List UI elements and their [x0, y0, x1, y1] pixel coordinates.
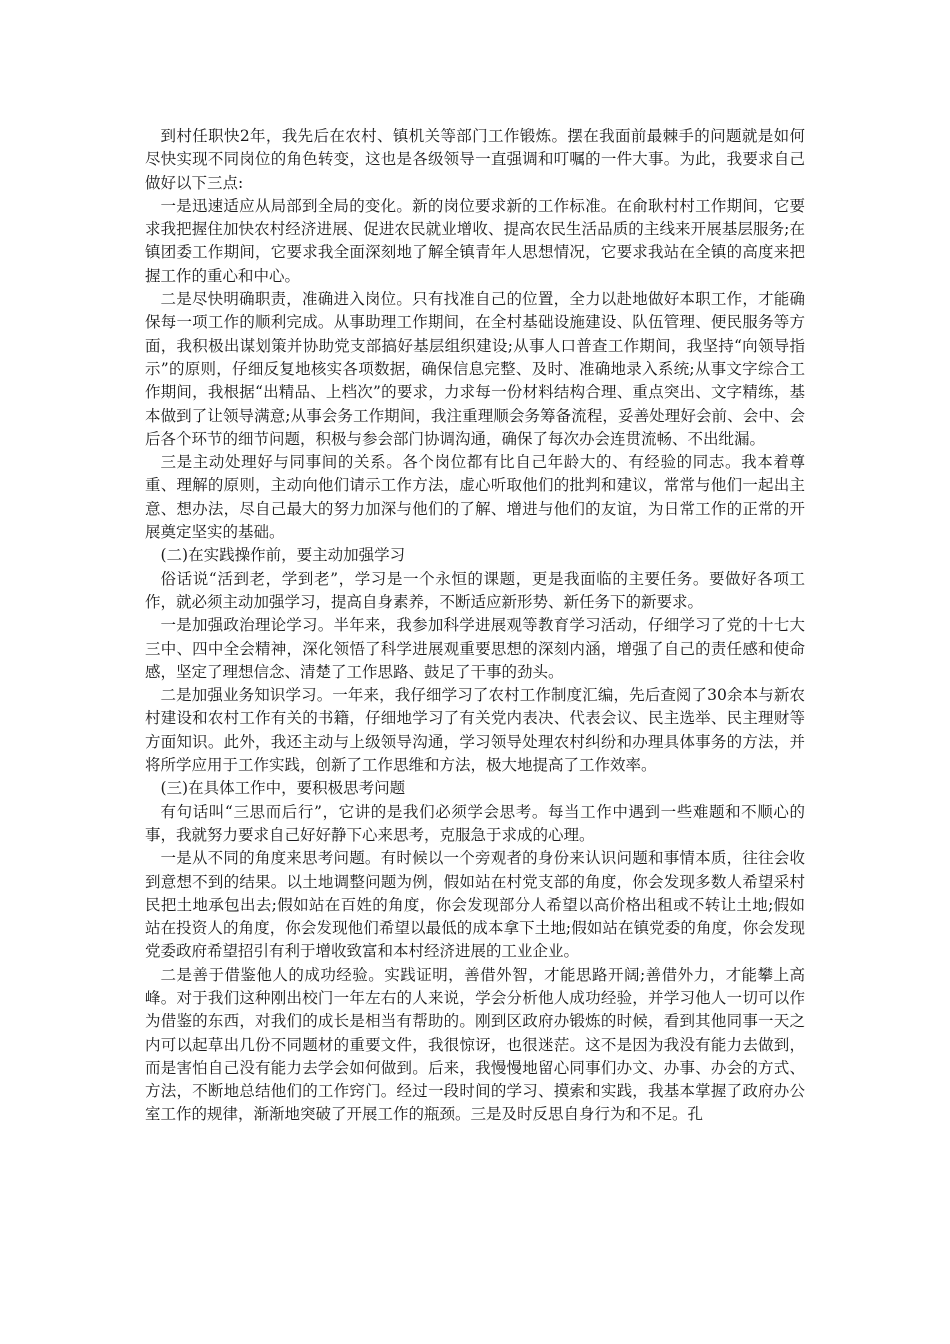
paragraph-thinking-intro: 有句话叫“三思而后行”，它讲的是我们必须学会思考。每当工作中遇到一些难题和不顺心的事，我就努力要求自己好好静下心来思考，克服急于求成的心理。 — [145, 802, 805, 844]
paragraph-business-knowledge: 二是加强业务知识学习。一年来，我仔细学习了农村工作制度汇编，先后查阅了30余本与新农村建设和农村工作有关的书籍，仔细地学习了有关党内表决、代表会议、民主选举、民主理财等方面知识。此外，我还主动与上级领导沟通，学习领导处理农村纠纷和办理具体事务的方法，并将所学应用于工作实践，创新了工作思维和方法，极大地提高了工作效率。 — [145, 686, 805, 775]
document-body — [145, 125, 805, 1127]
paragraph-point-1-adapt: 一是迅速适应从局部到全局的变化。新的岗位要求新的工作标准。在俞耿村村工作期间，它要求我把握住加快农村经济进展、促进农民就业增收、提高农民生活品质的主线来开展基层服务;在镇团委工作期间，它要求我全面深刻地了解全镇青年人思想情况，它要求我站在全镇的高度来把握工作的重心和中心。 — [145, 196, 805, 285]
paragraph-different-angles: 一是从不同的角度来思考问题。有时候以一个旁观者的身份来认识问题和事情本质，往往会收到意想不到的结果。以土地调整问题为例，假如站在村党支部的角度，你会发现多数人希望采村民把土地承包出去;假如站在百姓的角度，你会发现部分人希望以高价格出租或不转让土地;假如站在投资人的角度，你会发现他们希望以最低的成本拿下土地;假如站在镇党委的角度，你会发现党委政府希望招引有利于增收致富和本村经济进展的工业企业。 — [145, 849, 805, 961]
section-heading-2: (二)在实践操作前，要主动加强学习 — [160, 546, 406, 565]
paragraph-point-2-duties: 二是尽快明确职责，准确进入岗位。只有找准自己的位置，全力以赴地做好本职工作，才能确保每一项工作的顺利完成。从事助理工作期间，在全村基础设施建设、队伍管理、便民服务等方面，我积极出谋划策并协助党支部搞好基层组织建设;从事人口普查工作期间，我坚持“向领导指示”的原则，仔细反复地核实各项数据，确保信息完整、及时、准确地录入系统;从事文字综合工作期间，我根据“出精品、上档次”的要求，力求每一份材料结构合理、重点突出、文字精练，基本做到了让领导满意;从事会务工作期间，我注重理顺会务筹备流程，妥善处理好会前、会中、会后各个环节的细节问题，积极与参会部门协调沟通，确保了每次办会连贯流畅、不出纰漏。 — [145, 290, 805, 448]
paragraph-political-theory: 一是加强政治理论学习。半年来，我参加科学进展观等教育学习活动，仔细学习了党的十七大三中、四中全会精神，深化领悟了科学进展观重要思想的深刻内涵，增强了自己的责任感和使命感，坚定了理想信念、清楚了工作思路、鼓足了干事的劲头。 — [145, 616, 805, 681]
paragraph-intro: 到村任职快2年，我先后在农村、镇机关等部门工作锻炼。摆在我面前最棘手的问题就是如何尽快实现不同岗位的角色转变，这也是各级领导一直强调和叮嘱的一件大事。为此，我要求自己做好以下三点: — [145, 127, 805, 192]
paragraph-learning-intro: 俗话说“活到老，学到老”，学习是一个永恒的课题，更是我面临的主要任务。要做好各项工作，就必须主动加强学习，提高自身素养，不断适应新形势、新任务下的新要求。 — [145, 569, 805, 611]
section-heading-3: (三)在具体工作中，要积极思考问题 — [160, 779, 406, 798]
paragraph-point-3-colleagues: 三是主动处理好与同事间的关系。各个岗位都有比自己年龄大的、有经验的同志。我本着尊重、理解的原则，主动向他们请示工作方法，虚心听取他们的批判和建议，常常与他们一起出主意、想办法，尽自己最大的努力加深与他们的了解、增进与他们的友谊，为日常工作的正常的开展奠定坚实的基础。 — [145, 453, 805, 542]
paragraph-learn-from-others: 二是善于借鉴他人的成功经验。实践证明，善借外智，才能思路开阔;善借外力，才能攀上高峰。对于我们这种刚出校门一年左右的人来说，学会分析他人成功经验，并学习他人一切可以作为借鉴的东西，对我们的成长是相当有帮助的。刚到区政府办锻炼的时候，看到其他同事一天之内可以起草出几份不同题材的重要文件，我很惊讶，也很迷茫。这不是因为我没有能力去做到，而是害怕自己没有能力去学会如何做到。后来，我慢慢地留心同事们办文、办事、办会的方式、方法，不断地总结他们的工作窍门。经过一段时间的学习、摸索和实践，我基本掌握了政府办公室工作的规律，渐渐地突破了开展工作的瓶颈。三是及时反思自身行为和不足。孔 — [145, 965, 805, 1124]
